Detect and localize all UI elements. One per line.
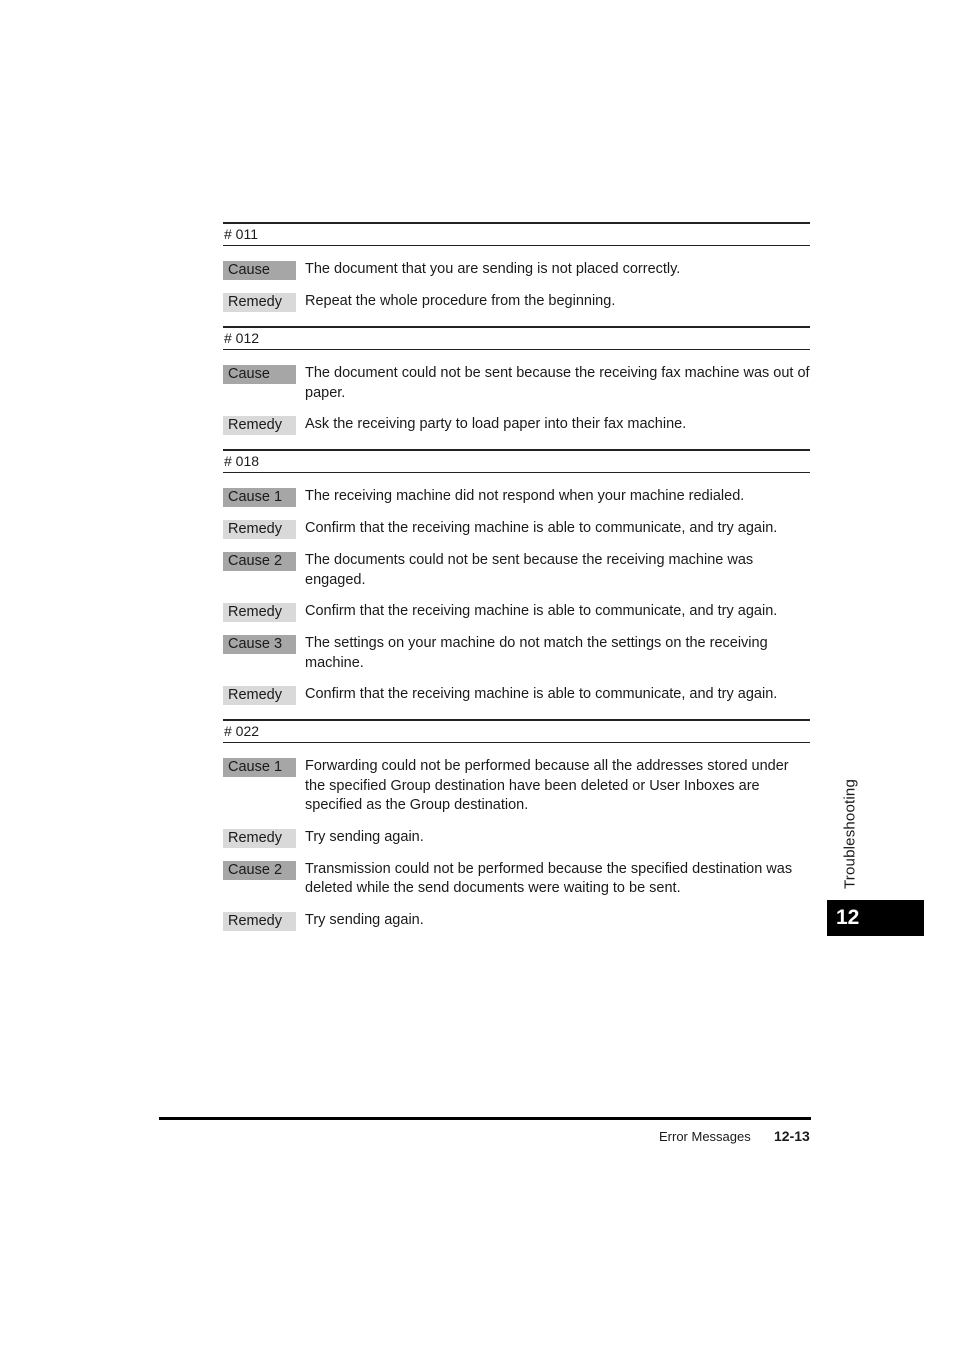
error-section	[223, 719, 810, 931]
remedy-label: Remedy	[223, 416, 296, 435]
remedy-text: Repeat the whole procedure from the beginning.	[305, 293, 616, 309]
error-code-heading: # 018	[223, 449, 810, 473]
remedy-row	[223, 415, 810, 435]
error-code-heading: # 011	[223, 222, 810, 246]
chapter-side-label: Troubleshooting	[841, 778, 859, 890]
remedy-text: Ask the receiving party to load paper into their fax machine.	[305, 416, 687, 432]
remedy-text: Try sending again.	[305, 828, 424, 845]
cause-row	[223, 634, 810, 673]
remedy-text: Confirm that the receiving machine is able to communicate, and try again.	[305, 603, 778, 619]
remedy-text: Try sending again.	[305, 911, 424, 928]
cause-text: The settings on your machine do not match the settings on the receiving machine.	[305, 635, 768, 671]
remedy-text: Confirm that the receiving machine is able to communicate, and try again.	[305, 686, 778, 702]
remedy-row	[223, 519, 810, 539]
remedy-row	[223, 292, 810, 312]
footer-section-title: Error Messages	[659, 1129, 751, 1144]
remedy-row	[223, 685, 810, 705]
error-code-heading: # 022	[223, 719, 810, 743]
cause-text: The document could not be sent because the receiving fax machine was out of paper.	[305, 365, 810, 401]
remedy-label: Remedy	[223, 686, 296, 705]
footer-divider	[159, 1117, 811, 1120]
remedy-label: Remedy	[223, 520, 296, 539]
cause-label: Cause 1	[223, 758, 296, 777]
cause-text: The receiving machine did not respond when your machine redialed.	[305, 488, 745, 504]
error-message-list	[223, 222, 810, 945]
error-section	[223, 326, 810, 435]
cause-text: Transmission could not be performed because the specified destination was deleted while the send documents were waiting to be sent.	[305, 860, 793, 896]
cause-row	[223, 757, 810, 816]
error-section	[223, 222, 810, 312]
error-code-heading: # 012	[223, 326, 810, 350]
cause-row	[223, 860, 810, 899]
remedy-label: Remedy	[223, 603, 296, 622]
remedy-label: Remedy	[223, 293, 296, 312]
cause-label: Cause 3	[223, 635, 296, 654]
remedy-row	[223, 828, 810, 848]
error-section	[223, 449, 810, 705]
cause-text: The document that you are sending is not placed correctly.	[305, 261, 681, 277]
cause-text: Forwarding could not be performed because all the addresses stored under the specified Group destination have been deleted or User Inboxes are specified as the Group destination.	[305, 758, 789, 813]
cause-label: Cause 2	[223, 861, 296, 880]
cause-label: Cause	[223, 261, 296, 280]
page-number: 12-13	[774, 1128, 810, 1144]
cause-row	[223, 551, 810, 590]
cause-row	[223, 487, 810, 507]
remedy-label: Remedy	[223, 829, 296, 848]
chapter-tab: 12	[827, 900, 924, 936]
cause-label: Cause 1	[223, 488, 296, 507]
remedy-row	[223, 602, 810, 622]
cause-row	[223, 364, 810, 403]
remedy-text: Confirm that the receiving machine is able to communicate, and try again.	[305, 520, 778, 536]
cause-row	[223, 260, 810, 280]
cause-label: Cause 2	[223, 552, 296, 571]
remedy-label: Remedy	[223, 912, 296, 931]
remedy-row	[223, 911, 810, 931]
cause-text: The documents could not be sent because the receiving machine was engaged.	[305, 552, 754, 588]
cause-label: Cause	[223, 365, 296, 384]
